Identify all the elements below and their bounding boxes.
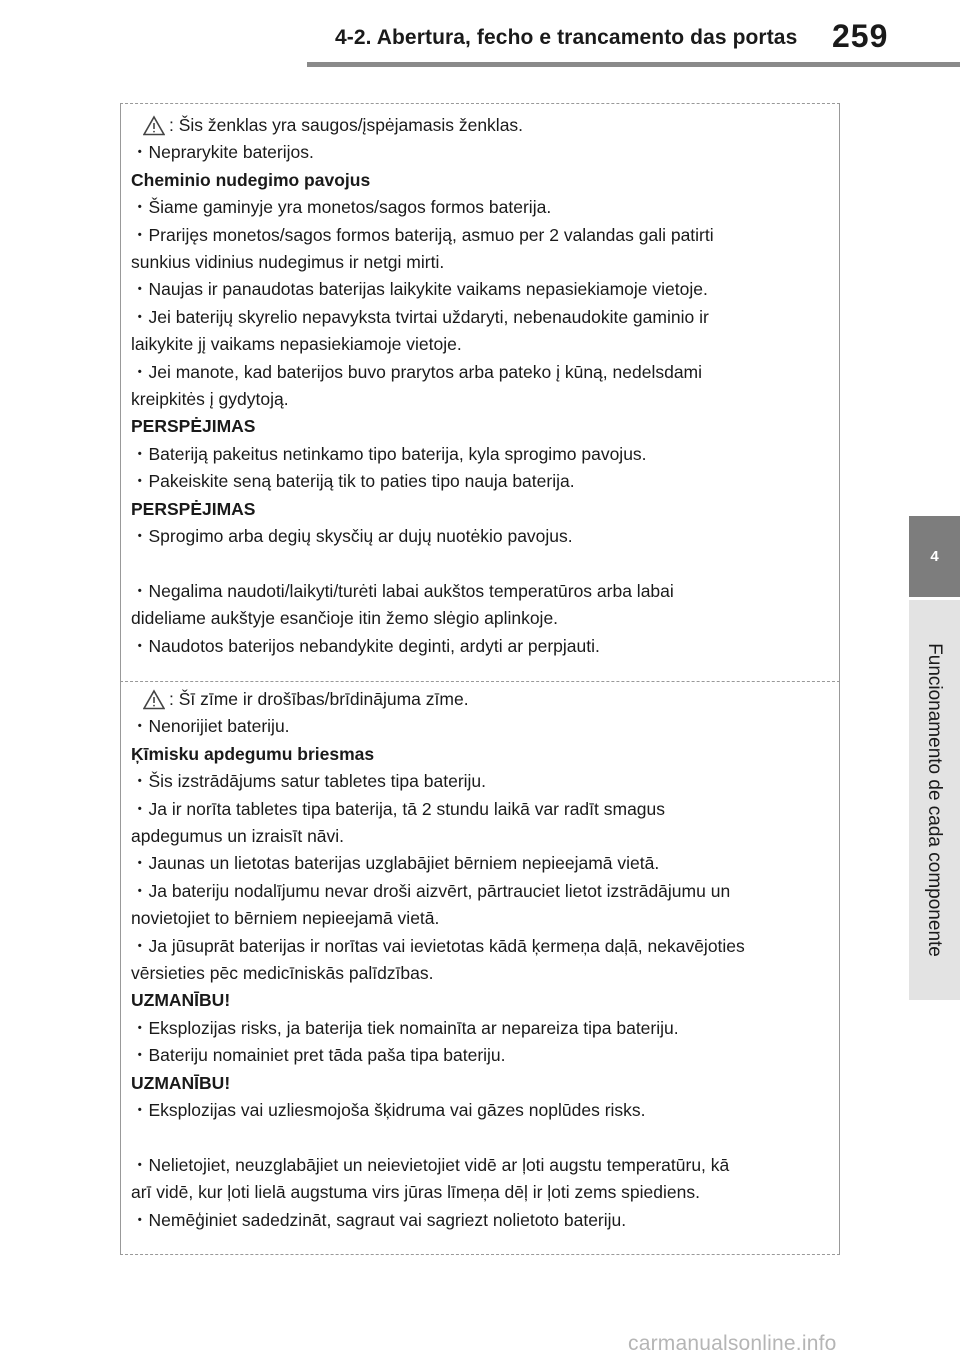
section-heading: UZMANĪBU! xyxy=(131,990,231,1011)
text-line: ・Šiame gaminyje yra monetos/sagos formos baterija. xyxy=(131,197,552,218)
warning-symbol-text: : Šis ženklas yra saugos/įspėjamasis ženklas. xyxy=(169,115,524,135)
text-line: ・Naujas ir panaudotas baterijas laikykite vaikams nepasiekiamoje vietoje. xyxy=(131,279,708,300)
blank-line xyxy=(131,551,821,578)
section-heading: UZMANĪBU! xyxy=(131,1072,231,1093)
chapter-label: Funcionamento de cada componente xyxy=(924,643,945,957)
box-separator-rule xyxy=(120,681,840,682)
text-line: ・Jaunas un lietotas baterijas uzglabājiet bērniem nepieejamā vietā. xyxy=(131,853,660,874)
text-line: sunkius vidinius nudegimus ir netgi mirti. xyxy=(131,252,445,273)
section-title: 4-2. Abertura, fecho e trancamento das portas xyxy=(335,26,798,49)
text-line: ・Bateriją pakeitus netinkamo tipo baterija, kyla sprogimo pavojus. xyxy=(131,443,647,464)
text-line: laikykite jį vaikams nepasiekiamoje vietoje. xyxy=(131,334,462,355)
section-heading: Ķīmisku apdegumu briesmas xyxy=(131,743,375,764)
lithuanian-warning-section xyxy=(131,112,821,660)
text-line: ・Eksplozijas vai uzliesmojoša šķidruma vai gāzes noplūdes risks. xyxy=(131,1100,646,1121)
text-line: vērsieties pēc medicīniskās palīdzības. xyxy=(131,963,434,984)
text-line: ・Prarijęs monetos/sagos formos bateriją, asmuo per 2 valandas gali patirti xyxy=(131,224,714,245)
chapter-tab-label-box xyxy=(909,600,960,1000)
text-line: ・Ja ir norīta tabletes tipa baterija, tā 2 stundu laikā var radīt smagus xyxy=(131,798,666,819)
text-line: ・Sprogimo arba degių skysčių ar dujų nuotėkio pavojus. xyxy=(131,526,573,547)
chapter-number: 4 xyxy=(930,548,939,565)
text-line: novietojiet to bērniem nepieejamā vietā. xyxy=(131,908,440,929)
warning-symbol-line xyxy=(131,686,821,713)
page-number: 259 xyxy=(832,18,889,54)
footer-watermark: carmanualsonline.info xyxy=(628,1332,837,1355)
text-line: ・Eksplozijas risks, ja baterija tiek nomainīta ar nepareiza tipa bateriju. xyxy=(131,1017,679,1038)
section-heading: Cheminio nudegimo pavojus xyxy=(131,169,371,190)
section-heading: PERSPĖJIMAS xyxy=(131,498,256,519)
text-line: ・Nenorijiet bateriju. xyxy=(131,716,290,737)
text-line: ・Ja bateriju nodalījumu nevar droši aizvērt, pārtrauciet lietot izstrādājumu un xyxy=(131,880,731,901)
text-line: ・Jei manote, kad baterijos buvo prarytos arba pateko į kūną, nedelsdami xyxy=(131,361,703,382)
text-line: ・Nelietojiet, neuzglabājiet un neievietojiet vidē ar ļoti augstu temperatūru, kā xyxy=(131,1154,730,1175)
latvian-lines xyxy=(131,713,821,1234)
box-top-rule xyxy=(120,103,840,104)
text-line: ・Negalima naudoti/laikyti/turėti labai aukštos temperatūros arba labai xyxy=(131,580,674,601)
text-line: ・Pakeiskite seną bateriją tik to paties tipo nauja baterija. xyxy=(131,471,575,492)
chapter-tab xyxy=(909,516,960,597)
warning-symbol-text: : Šī zīme ir drošības/brīdinājuma zīme. xyxy=(169,689,469,709)
text-line: ・Šis izstrādājums satur tabletes tipa bateriju. xyxy=(131,771,487,792)
lithuanian-lines xyxy=(131,139,821,660)
section-heading: PERSPĖJIMAS xyxy=(131,416,256,437)
text-line: ・Bateriju nomainiet pret tāda paša tipa bateriju. xyxy=(131,1045,506,1066)
text-line: apdegumus un izraisīt nāvi. xyxy=(131,826,345,847)
latvian-warning-section xyxy=(131,686,821,1234)
text-line: dideliame aukštyje esančioje itin žemo slėgio aplinkoje. xyxy=(131,608,559,629)
text-line: ・Jei baterijų skyrelio nepavyksta tvirtai uždaryti, nebenaudokite gaminio ir xyxy=(131,306,709,327)
header-rule xyxy=(307,62,960,67)
text-line: kreipkitės į gydytoją. xyxy=(131,389,289,410)
text-line: arī vidē, kur ļoti lielā augstuma virs jūras līmeņa dēļ ir ļoti zems spiediens. xyxy=(131,1182,700,1203)
text-line: ・Nemēģiniet sadedzināt, sagraut vai sagriezt nolietoto bateriju. xyxy=(131,1209,627,1230)
box-bottom-rule xyxy=(120,1254,840,1255)
warning-symbol-line xyxy=(131,112,821,139)
warning-triangle-icon xyxy=(143,115,165,136)
text-line: ・Ja jūsuprāt baterijas ir norītas vai ievietotas kādā ķermeņa daļā, nekavējoties xyxy=(131,935,745,956)
text-line: ・Naudotos baterijos nebandykite deginti, ardyti ar perpjauti. xyxy=(131,635,600,656)
warning-triangle-icon xyxy=(143,689,165,710)
text-line: ・Neprarykite baterijos. xyxy=(131,142,314,163)
blank-line xyxy=(131,1125,821,1152)
